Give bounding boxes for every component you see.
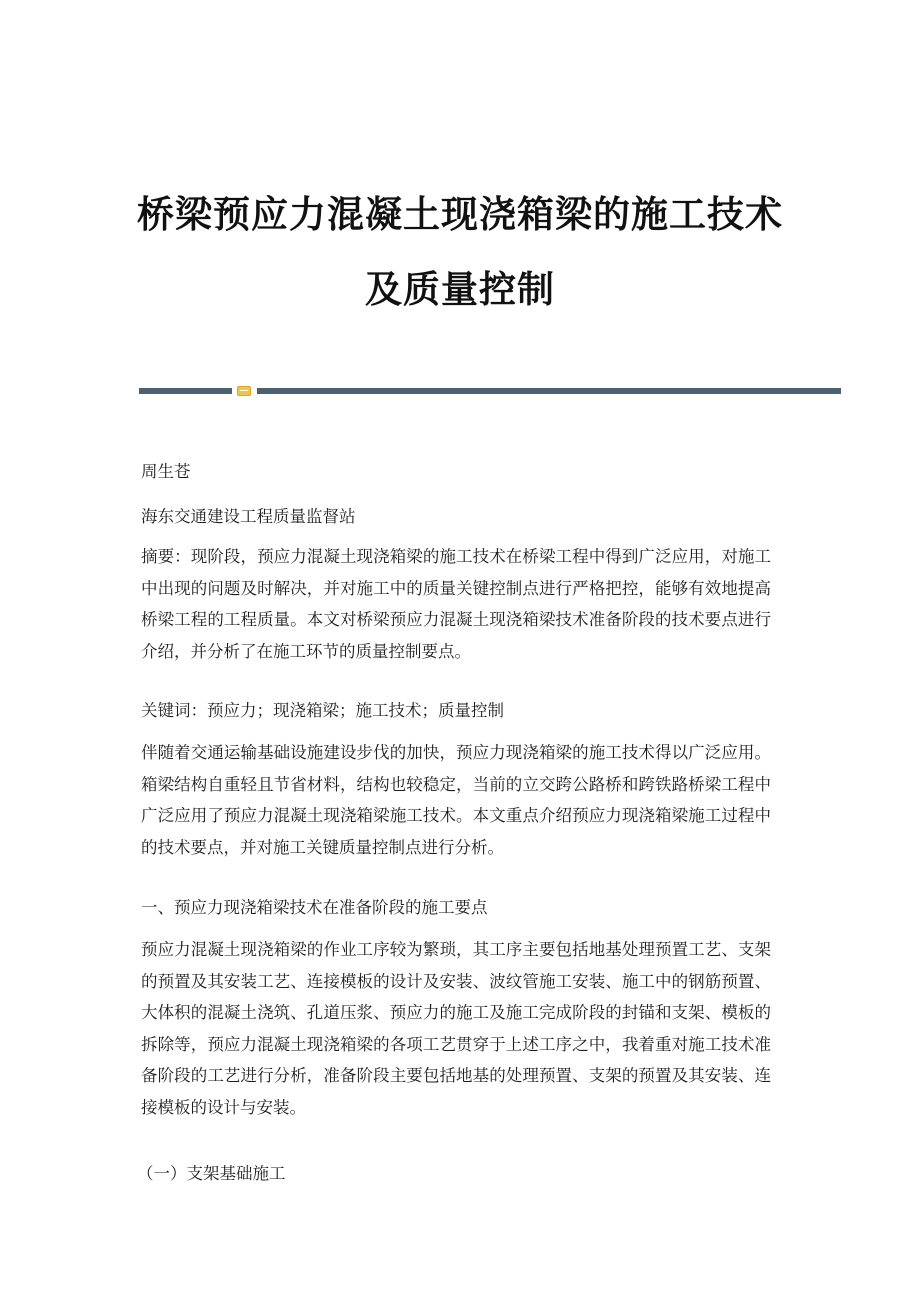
author-affiliation: 海东交通建设工程质量监督站: [141, 507, 356, 526]
divider-bar-right: [257, 388, 841, 394]
divider-badge-icon: [237, 386, 251, 396]
intro-paragraph: 伴随着交通运输基础设施建设步伐的加快，预应力现浇箱梁的施工技术得以广泛应用。箱梁结构自重轻且节省材料，结构也较稳定，当前的立交跨公路桥和跨铁路桥梁工程中广泛应用了预应力混凝土现浇箱梁施工技术。本文重点介绍预应力现浇箱梁施工过程中的技术要点，并对施工关键质量控制点进行分析。: [141, 743, 771, 857]
document-title-line-1: 桥梁预应力混凝土现浇箱梁的施工技术: [137, 192, 783, 236]
keywords-line: 关键词：预应力；现浇箱梁；施工技术；质量控制: [141, 701, 504, 720]
document-title-line-2: 及质量控制: [365, 267, 555, 311]
section-heading-1: 一、预应力现浇箱梁技术在准备阶段的施工要点: [141, 898, 488, 917]
author-name: 周生苍: [141, 462, 191, 481]
divider-bar-left: [139, 388, 232, 394]
abstract-paragraph: 摘要：现阶段，预应力混凝土现浇箱梁的施工技术在桥梁工程中得到广泛应用，对施工中出现的问题及时解决，并对施工中的质量关键控制点进行严格把控，能够有效地提高桥梁工程的工程质量。本文对桥梁预应力混凝土现浇箱梁技术准备阶段的技术要点进行介绍，并分析了在施工环节的质量控制要点。: [141, 547, 771, 661]
subsection-heading-1: （一）支架基础施工: [137, 1164, 286, 1183]
title-divider: [139, 386, 841, 396]
section-1-paragraph: 预应力混凝土现浇箱梁的作业工序较为繁琐，其工序主要包括地基处理预置工艺、支架的预置及其安装工艺、连接模板的设计及安装、波纹管施工安装、施工中的钢筋预置、大体积的混凝土浇筑、孔道压浆、预应力的施工及施工完成阶段的封锚和支架、模板的拆除等，预应力混凝土现浇箱梁的各项工艺贯穿于上述工序之中，我着重对施工技术准备阶段的工艺进行分析，准备阶段主要包括地基的处理预置、支架的预置及其安装、连接模板的设计与安装。: [141, 940, 771, 1117]
